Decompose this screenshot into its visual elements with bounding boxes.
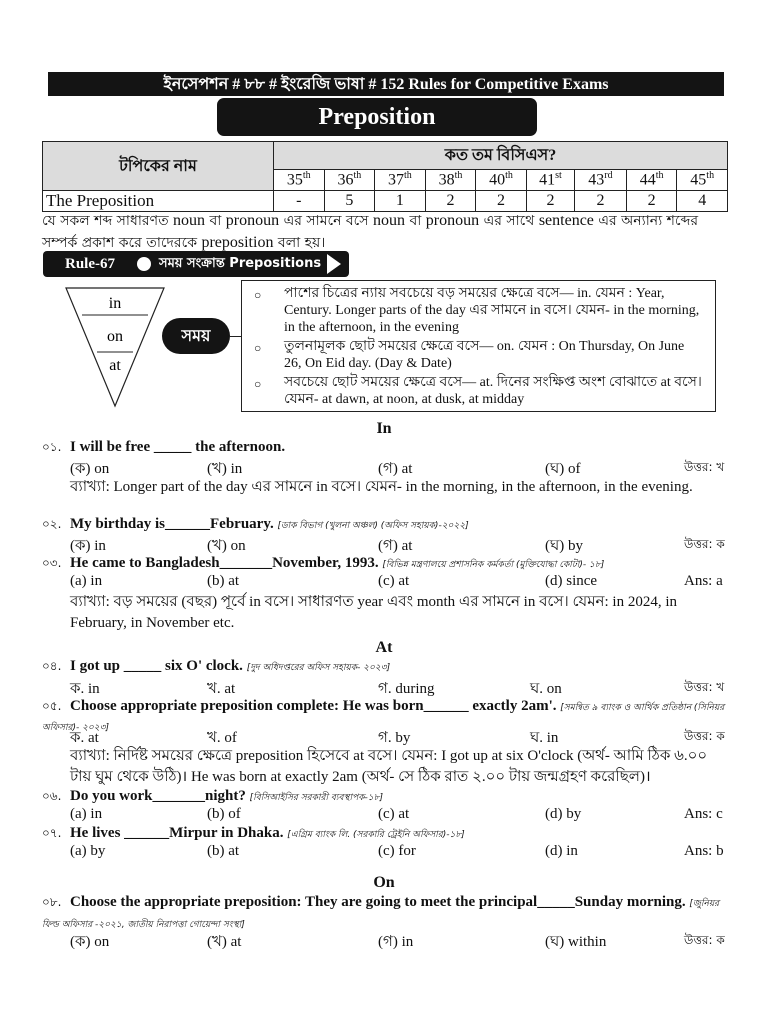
question: ০৮. Choose the appropriate preposition: They are going to meet the principal_____Sunday morning. [জুনিয়র ফিল্ড অফিসার -২০২১, জাতীয় নিরাপত্তা গোয়েন্দা সংস্থা] bbox=[42, 894, 720, 930]
count-cell: 1 bbox=[375, 191, 426, 212]
option: (খ) in bbox=[207, 461, 243, 477]
question: ০২. My birthday is______February. [ডাক বিভাগ (খুলনা অঞ্চল) (অফিস সহায়ক)-২০২২] bbox=[42, 516, 469, 532]
topic-header: টপিকের নাম bbox=[43, 142, 274, 191]
bcs-header: কত তম বিসিএস? bbox=[274, 142, 728, 170]
answer: Ans: a bbox=[684, 573, 723, 589]
explanation: ব্যাখ্যা: নির্দিষ্ট সময়ের ক্ষেত্রে preposition হিসেবে at বসে। যেমন: I got up at six O'clock (অর্থ- আমি ঠিক ৬.০০ টায় ঘুম থেকে উঠি)। He was born at exactly 2am (অর্থ- সে ঠিক রাত ২.০০ টায় জন্মগ্রহণ করেছিল)। bbox=[70, 748, 708, 785]
exam-cell: 35th bbox=[274, 170, 325, 191]
option: (ক) on bbox=[70, 461, 110, 477]
exam-cell: 40th bbox=[476, 170, 527, 191]
option: (b) at bbox=[207, 573, 240, 589]
rule-bullet: ○ পাশের চিত্রের ন্যায় সবচেয়ে বড় সময়ের ক্ষেত্রে বসে— in. যেমন : Year, Century. Longer parts of the day এর সামনে in বসে। যেমন- in the morning, in the afternoon, in the evening bbox=[254, 286, 700, 335]
answer: উত্তর: ক bbox=[684, 537, 725, 551]
top-banner: ইনসেপশন # ৮৮ # ইংরেজি ভাষা # 152 Rules for Competitive Exams bbox=[48, 72, 724, 96]
rule-bullet: ○ তুলনামূলক ছোট সময়ের ক্ষেত্রে বসে— on. যেমন : On Thursday, On June 26, On Eid day. (Day & Date) bbox=[254, 339, 685, 371]
option: ঘ. in bbox=[530, 730, 559, 746]
question: ০১. I will be free _____ the afternoon. bbox=[42, 439, 286, 455]
option: (ঘ) of bbox=[545, 461, 581, 477]
option: খ. of bbox=[207, 730, 237, 746]
option: (d) since bbox=[545, 573, 598, 589]
rule-title: সময় সংক্রান্ত Prepositions bbox=[159, 255, 322, 271]
explanation: ব্যাখ্যা: বড় সময়ের (বছর) পূর্বে in বসে। সাধারণত year এবং month এর সামনে in বসে। যেমন: in 2024, in February, in November etc. bbox=[70, 594, 677, 631]
option: (ক) in bbox=[70, 538, 106, 554]
exam-cell: 41st bbox=[526, 170, 574, 191]
option: (a) by bbox=[70, 843, 106, 859]
rule-67-banner bbox=[43, 251, 349, 277]
option: (d) in bbox=[545, 843, 578, 859]
section-heading-at: At bbox=[375, 639, 393, 656]
circle-bullet-icon: ○ bbox=[254, 377, 262, 391]
count-cell: 2 bbox=[575, 191, 627, 212]
exam-cell: 38th bbox=[425, 170, 476, 191]
rule-explanation-box bbox=[241, 280, 716, 412]
exam-cell: 43rd bbox=[575, 170, 627, 191]
time-badge: সময় bbox=[162, 318, 230, 354]
option: (b) of bbox=[207, 806, 241, 822]
option: (গ) at bbox=[378, 538, 413, 554]
exam-cell: 36th bbox=[324, 170, 375, 191]
clock-icon bbox=[137, 257, 151, 271]
count-cell: 2 bbox=[526, 191, 574, 212]
definition-paragraph: যে সকল শব্দ সাধারণত noun বা pronoun এর সামনে বসে noun বা pronoun এর সাথে sentence এর অন্যান্য শব্দের সম্পর্ক প্রকাশ করে তাদেরকে preposition বলা হয়। bbox=[42, 212, 699, 251]
section-heading-on: On bbox=[373, 874, 395, 891]
option: (গ) at bbox=[378, 461, 413, 477]
count-cell: - bbox=[274, 191, 325, 212]
option: ঘ. on bbox=[530, 681, 562, 697]
exam-cell: 44th bbox=[626, 170, 677, 191]
option: (c) for bbox=[378, 843, 416, 859]
option: (খ) at bbox=[207, 934, 242, 950]
exam-cell: 37th bbox=[375, 170, 426, 191]
count-cell: 2 bbox=[425, 191, 476, 212]
question: ০৩. He came to Bangladesh_______November, 1993. [বিভিন্ন মন্ত্রণালয়ে প্রশাসনিক কর্মকর্তা (মুক্তিযোদ্ধা কোটা)- ১৮] bbox=[42, 555, 605, 571]
answer: উত্তর: খ bbox=[684, 680, 725, 694]
exam-cell: 45th bbox=[677, 170, 728, 191]
count-cell: 5 bbox=[324, 191, 375, 212]
question: ০৫. Choose appropriate preposition complete: He was born______ exactly 2am'. [সমন্বিত ৯ ব্যাংক ও আর্থিক প্রতিষ্ঠান (সিনিয়র অফিসার)- ২০২৩] bbox=[42, 698, 725, 733]
option: (a) in bbox=[70, 806, 103, 822]
section-heading-in: In bbox=[376, 420, 392, 437]
rule-label: Rule-67 bbox=[65, 255, 115, 272]
answer: Ans: b bbox=[684, 843, 724, 859]
question: ০৪. I got up _____ six O' clock. [দুদ অধিদপ্তরের অফিস সহায়ক- ২০২৩] bbox=[42, 658, 391, 674]
answer: উত্তর: ক bbox=[684, 729, 725, 743]
option: (c) at bbox=[378, 573, 410, 589]
topic-name: The Preposition bbox=[43, 191, 274, 212]
triangle-in-label: in bbox=[108, 295, 122, 312]
triangle-on-label: on bbox=[107, 328, 123, 345]
time-triangle-diagram bbox=[60, 284, 170, 414]
option: (c) at bbox=[378, 806, 410, 822]
option: গ. during bbox=[378, 681, 435, 697]
option: ক. in bbox=[70, 681, 100, 697]
option: গ. by bbox=[378, 730, 411, 746]
option: খ. at bbox=[207, 681, 236, 697]
option: (a) in bbox=[70, 573, 103, 589]
topic-row bbox=[43, 191, 728, 212]
bcs-frequency-table bbox=[42, 141, 728, 212]
option: (ক) on bbox=[70, 934, 110, 950]
option: (ঘ) by bbox=[545, 538, 584, 554]
triangle-at-label: at bbox=[109, 357, 121, 374]
explanation: ব্যাখ্যা: Longer part of the day এর সামনে in বসে। যেমন- in the morning, in the afternoon, in the evening. bbox=[70, 479, 693, 495]
question: ০৭. He lives ______Mirpur in Dhaka. [এগ্রিম ব্যাংক লি. (সরকারি ট্রেইনি অফিসার)-১৮] bbox=[42, 825, 465, 841]
count-cell: 2 bbox=[476, 191, 527, 212]
option: (খ) on bbox=[207, 538, 246, 554]
answer: উত্তর: খ bbox=[684, 460, 725, 474]
option: (d) by bbox=[545, 806, 582, 822]
option: (ঘ) within bbox=[545, 934, 607, 950]
question: ০৬. Do you work_______night? [বিসিআইসির সরকারী ব্যবস্থাপক-১৮] bbox=[42, 788, 383, 804]
answer: Ans: c bbox=[684, 806, 723, 822]
circle-bullet-icon: ○ bbox=[254, 288, 262, 302]
page-title: Preposition bbox=[217, 98, 537, 136]
circle-bullet-icon: ○ bbox=[254, 341, 262, 355]
count-cell: 2 bbox=[626, 191, 677, 212]
option: ক. at bbox=[70, 730, 99, 746]
count-cell: 4 bbox=[677, 191, 728, 212]
arrow-right-icon bbox=[327, 254, 341, 274]
answer: উত্তর: ক bbox=[684, 933, 725, 947]
option: (গ) in bbox=[378, 934, 414, 950]
rule-bullet: ○ সবচেয়ে ছোট সময়ের ক্ষেত্রে বসে— at. দিনের সংক্ষিপ্ত অংশ বোঝাতে at বসে। যেমন- at dawn, at noon, at dusk, at midday bbox=[254, 375, 702, 407]
option: (b) at bbox=[207, 843, 240, 859]
